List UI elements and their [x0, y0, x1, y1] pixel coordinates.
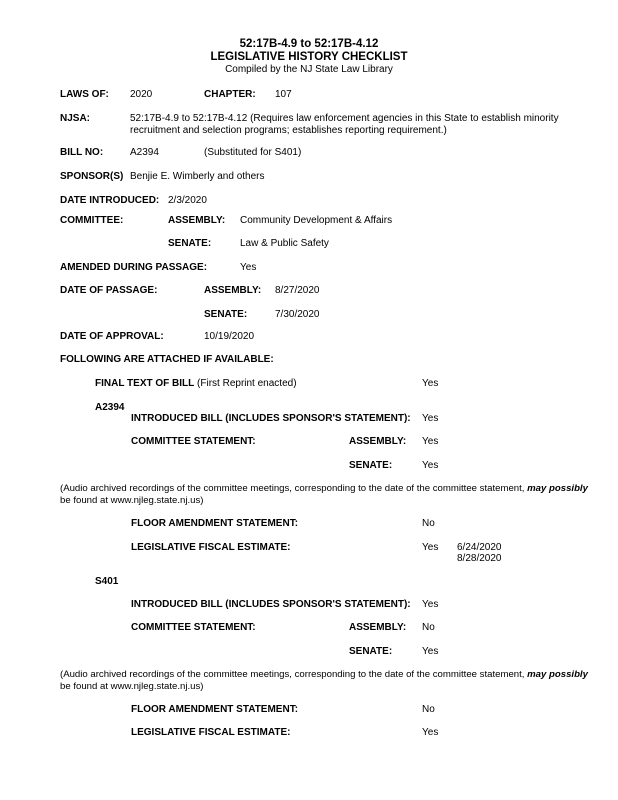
bill-no-value: A2394: [130, 147, 159, 158]
a2394-audio-note-text2: be found at www.njleg.state.nj.us): [60, 495, 204, 506]
date-introduced-label: DATE INTRODUCED:: [60, 195, 160, 206]
document-heading: LEGISLATIVE HISTORY CHECKLIST: [210, 51, 408, 63]
a2394-fiscal-value: Yes: [422, 542, 439, 553]
s401-audio-note-text: (Audio archived recordings of the committee meetings, corresponding to the date of the committee statement,: [60, 669, 528, 680]
a2394-audio-note: [60, 483, 605, 507]
passage-assembly-label: ASSEMBLY:: [204, 285, 262, 296]
laws-of-value: 2020: [130, 89, 153, 100]
a2394-floor-value: No: [422, 518, 435, 529]
committee-senate-label: SENATE:: [168, 238, 212, 249]
s401-floor-value: No: [422, 704, 435, 715]
final-text-label: FINAL TEXT OF BILL: [95, 378, 195, 389]
s401-committee-label: COMMITTEE STATEMENT:: [131, 622, 256, 633]
a2394-introduced-value: Yes: [422, 413, 439, 424]
a2394-audio-note-emphasis: may possibly: [527, 483, 588, 494]
s401-fiscal-value: Yes: [422, 727, 439, 738]
final-text-note: (First Reprint enacted): [197, 378, 297, 389]
a2394-introduced-label: INTRODUCED BILL (INCLUDES SPONSOR'S STATEMENT):: [131, 413, 411, 424]
a2394-committee-label: COMMITTEE STATEMENT:: [131, 436, 256, 447]
s401-senate-value: Yes: [422, 646, 439, 657]
s401-audio-note-text2: be found at www.njleg.state.nj.us): [60, 681, 204, 692]
a2394-fiscal-date1: 6/24/2020: [457, 542, 502, 553]
committee-assembly-label: ASSEMBLY:: [168, 215, 226, 226]
bill-no-note: (Substituted for S401): [204, 147, 302, 158]
date-of-approval-label: DATE OF APPROVAL:: [60, 331, 164, 342]
njsa-value-line1: 52:17B-4.9 to 52:17B-4.12 (Requires law enforcement agencies in this State to establish minority: [130, 113, 559, 124]
s401-assembly-value: No: [422, 622, 435, 633]
chapter-label: CHAPTER:: [204, 89, 256, 100]
final-text-value: Yes: [422, 378, 439, 389]
committee-label: COMMITTEE:: [60, 215, 124, 226]
a2394-fiscal-label: LEGISLATIVE FISCAL ESTIMATE:: [131, 542, 291, 553]
s401-audio-note: [60, 669, 605, 693]
amended-value: Yes: [240, 262, 257, 273]
passage-senate-value: 7/30/2020: [275, 309, 320, 320]
document-title: 52:17B-4.9 to 52:17B-4.12: [239, 38, 379, 50]
amended-label: AMENDED DURING PASSAGE:: [60, 262, 208, 273]
chapter-value: 107: [275, 89, 292, 100]
njsa-label: NJSA:: [60, 113, 91, 124]
s401-floor-label: FLOOR AMENDMENT STATEMENT:: [131, 704, 299, 715]
bill-no-label: BILL NO:: [60, 147, 104, 158]
s401-assembly-label: ASSEMBLY:: [349, 622, 407, 633]
s401-introduced-value: Yes: [422, 599, 439, 610]
laws-of-label: LAWS OF:: [60, 89, 109, 100]
sponsors-value: Benjie E. Wimberly and others: [130, 171, 265, 182]
a2394-assembly-label: ASSEMBLY:: [349, 436, 407, 447]
committee-assembly-value: Community Development & Affairs: [240, 215, 393, 226]
date-of-approval-value: 10/19/2020: [204, 331, 255, 342]
attached-heading: FOLLOWING ARE ATTACHED IF AVAILABLE:: [60, 354, 274, 365]
final-text-row: [95, 378, 297, 390]
passage-assembly-value: 8/27/2020: [275, 285, 320, 296]
a2394-audio-note-text: (Audio archived recordings of the committee meetings, corresponding to the date of the committee statement,: [60, 483, 528, 494]
s401-fiscal-label: LEGISLATIVE FISCAL ESTIMATE:: [131, 727, 291, 738]
sponsors-label: SPONSOR(S): [60, 171, 124, 182]
committee-senate-value: Law & Public Safety: [240, 238, 329, 249]
passage-senate-label: SENATE:: [204, 309, 248, 320]
s401-introduced-label: INTRODUCED BILL (INCLUDES SPONSOR'S STATEMENT):: [131, 599, 411, 610]
a2394-fiscal-date2: 8/28/2020: [457, 553, 502, 564]
date-of-passage-label: DATE OF PASSAGE:: [60, 285, 158, 296]
a2394-floor-label: FLOOR AMENDMENT STATEMENT:: [131, 518, 299, 529]
a2394-assembly-value: Yes: [422, 436, 439, 447]
s401-heading: S401: [95, 576, 119, 587]
s401-audio-note-emphasis: may possibly: [527, 669, 588, 680]
njsa-value-line2: recruitment and selection programs; establishes reporting requirement.): [130, 125, 447, 136]
a2394-senate-label: SENATE:: [349, 460, 393, 471]
document-subtitle: Compiled by the NJ State Law Library: [225, 64, 393, 75]
s401-senate-label: SENATE:: [349, 646, 393, 657]
a2394-heading: A2394: [95, 402, 125, 413]
date-introduced-value: 2/3/2020: [168, 195, 207, 206]
a2394-senate-value: Yes: [422, 460, 439, 471]
